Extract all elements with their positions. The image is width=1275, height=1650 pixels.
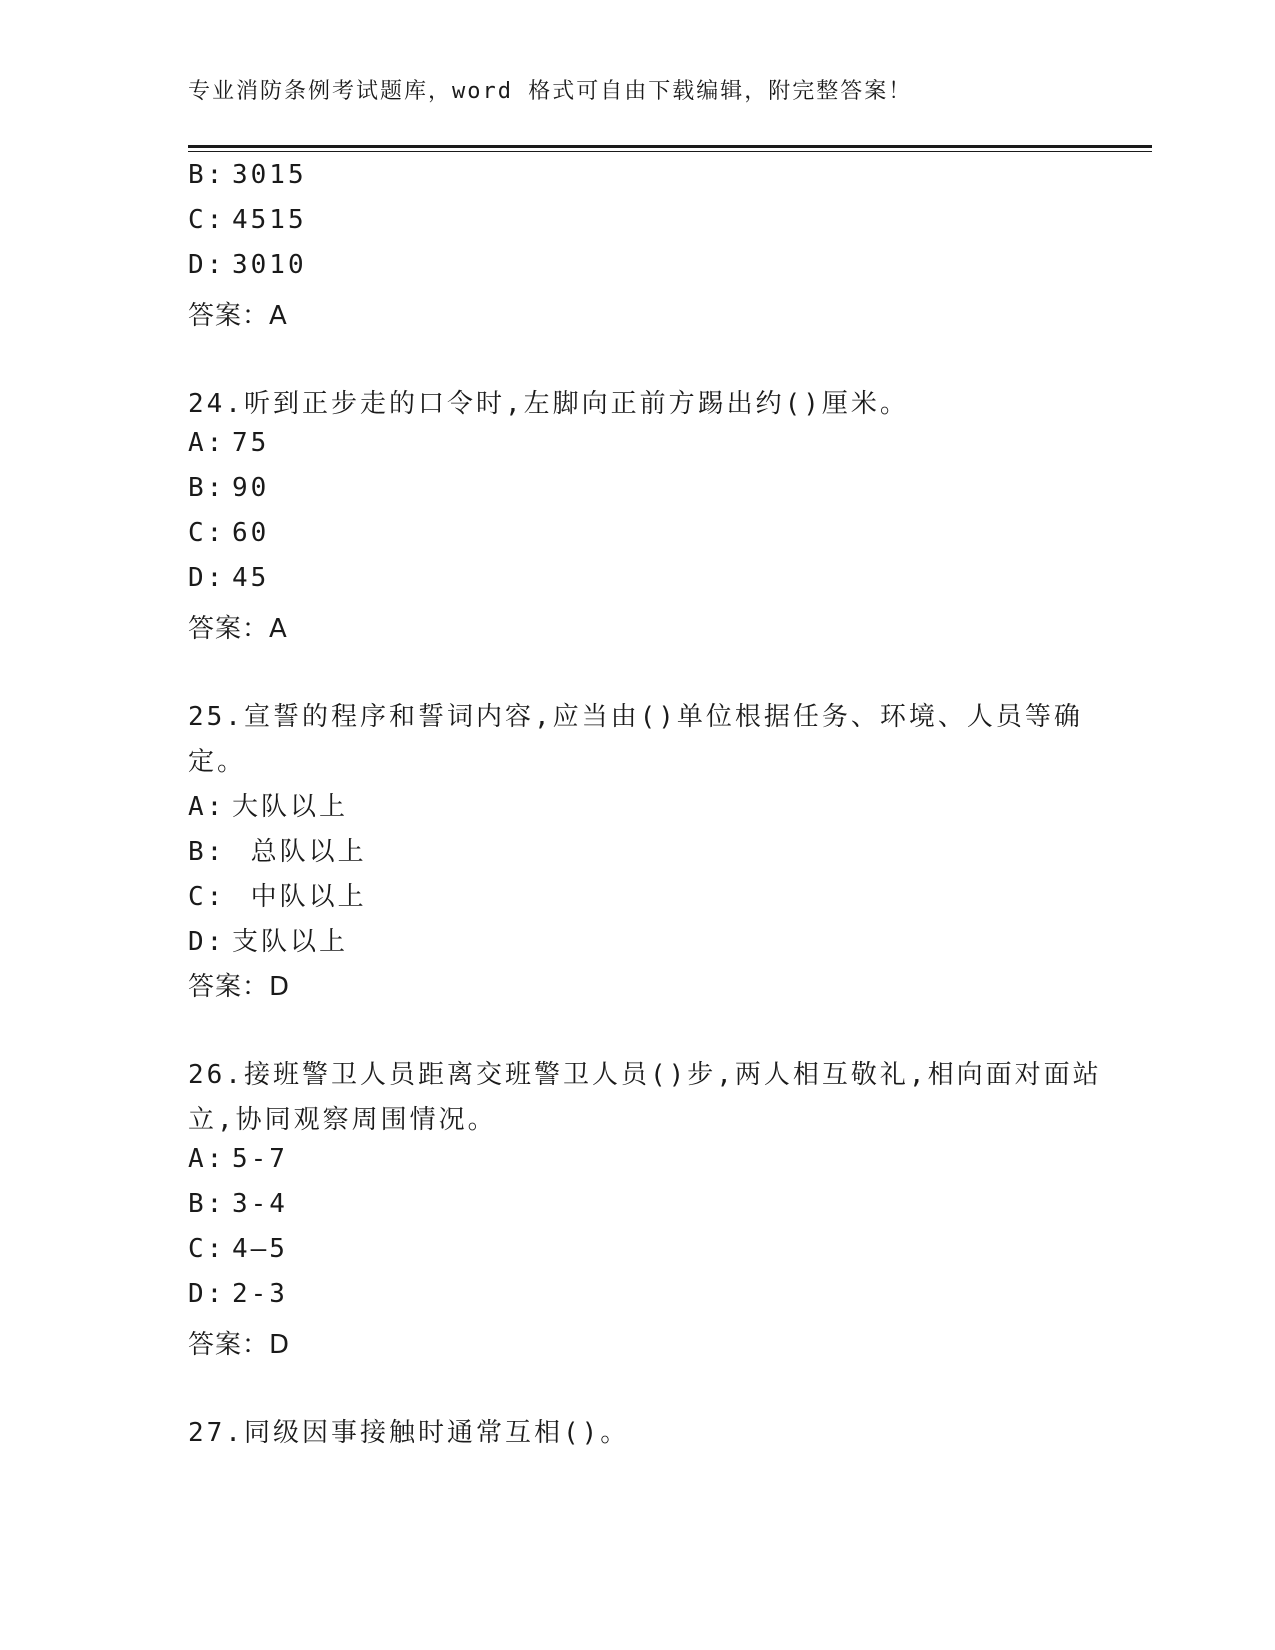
option-label: C: [188,518,226,548]
option-b [188,160,307,190]
answer-line: 答案：A [188,301,288,331]
answer-line: 答案：D [188,972,291,1002]
option-c [188,876,367,913]
option-c [188,1234,288,1264]
option-text: 5-7 [232,1144,288,1174]
option-c [188,518,269,548]
option-a [188,1144,288,1174]
option-text: 45 [232,563,270,593]
option-label: B: [188,1189,226,1219]
header-divider-thick [188,145,1152,148]
question-25-stem-cont: 定。 [188,747,247,777]
option-a [188,428,269,458]
option-b [188,1189,288,1219]
option-text: 中队以上 [232,882,367,912]
option-d [188,1279,288,1309]
option-text: 90 [232,473,270,503]
question-25-stem: 25.宣誓的程序和誓词内容,应当由()单位根据任务、环境、人员等确 [188,702,1083,732]
option-text: 大队以上 [232,792,349,822]
question-24-stem: 24.听到正步走的口令时,左脚向正前方踢出约()厘米。 [188,389,909,419]
option-text: 4515 [232,205,307,235]
option-text: 3-4 [232,1189,288,1219]
option-label: B: [188,837,226,867]
option-text: 总队以上 [232,837,367,867]
question-27-stem: 27.同级因事接触时通常互相()。 [188,1418,630,1448]
option-label: D: [188,927,226,957]
option-label: C: [188,1234,226,1264]
option-label: C: [188,882,226,912]
option-b [188,473,269,503]
option-b [188,831,367,868]
option-text: 3015 [232,160,307,190]
option-text: 60 [232,518,270,548]
question-26-stem: 26.接班警卫人员距离交班警卫人员()步,两人相互敬礼,相向面对面站 [188,1060,1102,1090]
option-d [188,921,348,958]
option-text: 2-3 [232,1279,288,1309]
option-text: 4—5 [232,1234,288,1264]
option-label: C: [188,205,226,235]
option-label: B: [188,473,226,503]
answer-line: 答案：A [188,614,288,644]
option-label: B: [188,160,226,190]
option-text: 3010 [232,250,307,280]
option-label: A: [188,792,226,822]
option-a [188,786,348,823]
answer-line: 答案：D [188,1330,291,1360]
option-label: D: [188,563,226,593]
option-text: 75 [232,428,270,458]
option-d [188,250,307,280]
page-header: 专业消防条例考试题库，word 格式可自由下载编辑，附完整答案！ [188,79,913,104]
question-26-stem-cont: 立,协同观察周围情况。 [188,1105,497,1135]
option-label: A: [188,1144,226,1174]
option-label: A: [188,428,226,458]
option-c [188,205,307,235]
option-label: D: [188,1279,226,1309]
header-divider-thin [188,151,1152,152]
option-text: 支队以上 [232,927,349,957]
option-d [188,563,269,593]
option-label: D: [188,250,226,280]
